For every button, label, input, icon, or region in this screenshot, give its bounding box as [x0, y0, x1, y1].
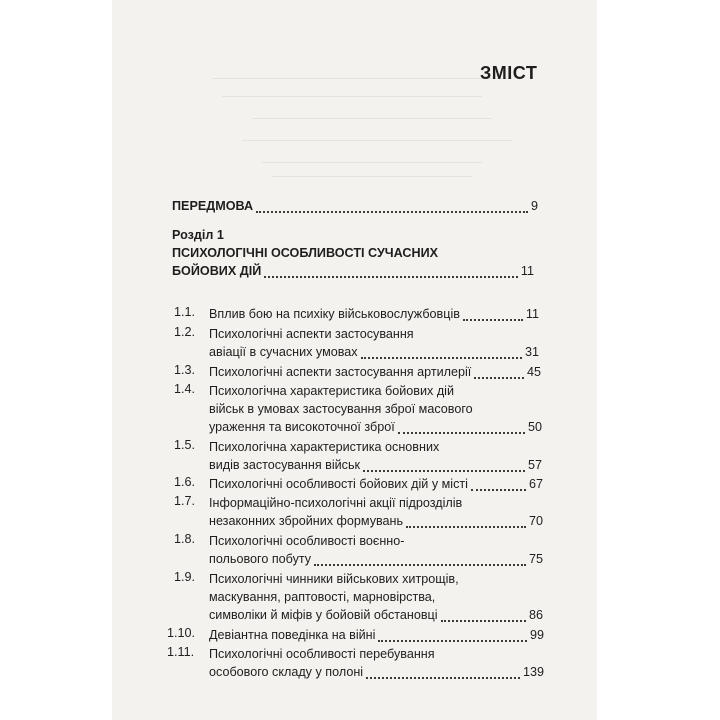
leader-dots — [256, 210, 528, 213]
section-number: 1.3. — [174, 363, 196, 377]
toc-entry-1-2[interactable] — [209, 343, 539, 361]
section-number: 1.1. — [174, 305, 196, 319]
section-title-line: маскування, раптовості, марновірства, — [209, 590, 436, 604]
section-page: 75 — [528, 552, 543, 566]
section-title-line: Психологічна характеристика основних — [209, 440, 440, 454]
section-number: 1.9. — [174, 570, 196, 584]
section-number: 1.6. — [174, 475, 196, 489]
toc-entry-1-11[interactable] — [209, 663, 544, 681]
leader-dots — [378, 639, 527, 642]
section-title-line: особового складу у полоні — [209, 665, 364, 679]
section-number: 1.8. — [174, 532, 196, 546]
toc-entry-preface[interactable] — [172, 197, 538, 215]
chapter-page: 11 — [520, 264, 534, 278]
toc-entry-1-6[interactable] — [209, 475, 543, 493]
section-number: 1.2. — [174, 325, 196, 339]
toc-entry-1-1[interactable] — [209, 305, 539, 323]
section-page: 11 — [525, 307, 539, 321]
chapter-title-line1: ПСИХОЛОГІЧНІ ОСОБЛИВОСТІ СУЧАСНИХ — [172, 246, 439, 260]
preface-label: ПЕРЕДМОВА — [172, 199, 254, 213]
toc-entry-1-4[interactable] — [209, 418, 542, 436]
section-page: 67 — [528, 477, 543, 491]
section-page: 31 — [524, 345, 539, 359]
leader-dots — [406, 525, 526, 528]
section-page: 86 — [528, 608, 543, 622]
section-page: 139 — [522, 665, 544, 679]
chapter-title-line2: БОЙОВИХ ДІЙ — [172, 264, 262, 278]
toc-entry-1-10[interactable] — [209, 626, 544, 644]
toc-entry-1-5[interactable] — [209, 456, 542, 474]
section-title: Психологічні особливості бойових дій у місті — [209, 477, 468, 491]
leader-dots — [398, 431, 525, 434]
section-title: Психологічні аспекти застосування артилерії — [209, 365, 472, 379]
contents-title: ЗМІСТ — [480, 63, 538, 83]
section-title: Вплив бою на психіку військовослужбовців — [209, 307, 460, 321]
toc-entry-1-7[interactable] — [209, 512, 543, 530]
toc-entry-1-9[interactable] — [209, 606, 543, 624]
section-number: 1.5. — [174, 438, 196, 452]
section-number: 1.11. — [167, 645, 195, 659]
section-title-line: символіки й міфів у бойовій обстановці — [209, 608, 438, 622]
section-number: 1.10. — [167, 626, 196, 640]
section-title-line: Психологічні особливості перебування — [209, 647, 435, 661]
leader-dots — [361, 356, 522, 359]
leader-dots — [474, 376, 524, 379]
section-page: 57 — [527, 458, 542, 472]
section-title-line: незаконних збройних формувань — [209, 514, 404, 528]
section-page: 99 — [529, 628, 544, 642]
section-title-line: Інформаційно-психологічні акції підрозділів — [209, 496, 463, 510]
leader-dots — [471, 488, 526, 491]
section-title-line: Психологічна характеристика бойових дій — [209, 384, 455, 398]
section-title-line: ураження та високоточної зброї — [209, 420, 395, 434]
section-title-line: авіації в сучасних умовах — [209, 345, 358, 359]
leader-dots — [441, 619, 526, 622]
section-title-line: Психологічні аспекти застосування — [209, 327, 414, 341]
section-page: 70 — [528, 514, 543, 528]
section-title-line: військ в умовах застосування зброї масового — [209, 402, 473, 416]
leader-dots — [314, 563, 526, 566]
chapter-label: Розділ 1 — [172, 228, 224, 242]
leader-dots — [463, 318, 523, 321]
section-page: 50 — [527, 420, 542, 434]
section-title: Девіантна поведінка на війні — [209, 628, 376, 642]
section-number: 1.7. — [174, 494, 196, 508]
preface-page: 9 — [530, 199, 538, 213]
section-title-line: Психологічні особливості воєнно- — [209, 534, 405, 548]
toc-entry-1-3[interactable] — [209, 363, 541, 381]
leader-dots — [264, 275, 518, 278]
section-title-line: Психологічні чинники військових хитрощів, — [209, 572, 459, 586]
section-page: 45 — [526, 365, 541, 379]
leader-dots — [366, 676, 520, 679]
toc-entry-chapter-1[interactable] — [172, 262, 534, 280]
toc-entry-1-8[interactable] — [209, 550, 543, 568]
section-title-line: польового побуту — [209, 552, 312, 566]
leader-dots — [363, 469, 525, 472]
section-title-line: видів застосування військ — [209, 458, 361, 472]
section-number: 1.4. — [174, 382, 196, 396]
